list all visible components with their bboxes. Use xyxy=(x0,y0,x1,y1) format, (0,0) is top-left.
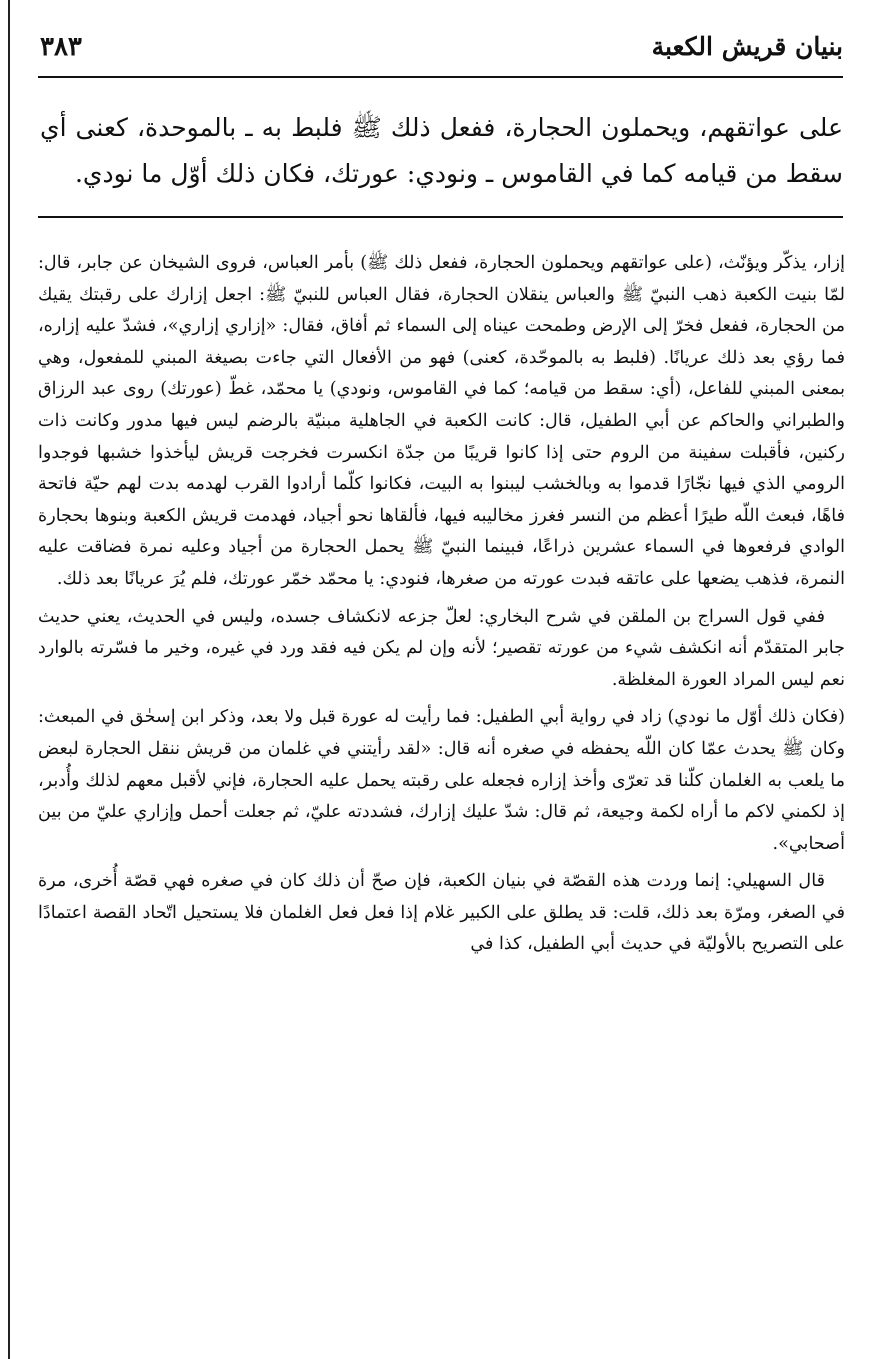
commentary xyxy=(38,248,845,967)
commentary-paragraph-1: إزار، يذكّر ويؤنّث، (على عواتقهم ويحملون الحجارة، ففعل ذلك ﷺ) بأمر العباس، فروى الشيخان عن جابر، قال: لمّا بنيت الكعبة ذهب النبيّ ﷺ والعباس ينقلان الحجارة، فقال العباس للنبيّ ﷺ: اجعل إزارك على رقبتك يقيك من الحجارة، ففعل فخرّ إلى الإرض وطمحت عيناه إلى السماء ثم أفاق، فقال: «إزاري إزاري»، فشدّ عليه إزاره، فما رؤي بعد ذلك عريانًا. (فلبط به بالموحّدة، كعنى) فهو من الأفعال التي جاءت بصيغة المبني للمفعول، وهي بمعنى المبني للفاعل، (أي: سقط من قيامه؛ كما في القاموس، ونودي) يا محمّد، غطّ (عورتك) روى عبد الرزاق والطبراني والحاكم عن أبي الطفيل، قال: كانت الكعبة في الجاهلية مبنيّة بالرضم ليس فيها مدور وكانت ذات ركنين، فأقبلت سفينة من الروم حتى إذا كانوا قريبًا من جدّة انكسرت فخرجت قريش ليأخذوا خشبها فوجدوا الرومي الذي فيها نجّارًا قدموا به وبالخشب ليبنوا به البيت، فكانوا كلّما أرادوا القرب لهدمه بدت لهم حيّة فاتحة فاهًا، فبعث اللّه طيرًا أعظم من النسر فغرز مخاليبه فيها، فألقاها نحو أجياد، فهدمت قريش الكعبة وبنوها بحجارة الوادي فرفعوها في السماء عشرين ذراعًا، فبينما النبيّ ﷺ يحمل الحجارة من أجياد وعليه نمرة فضاقت عليه النمرة، فذهب يضعها على عاتقه فبدت عورته من صغرها، فنودي: يا محمّد خمّر عورتك، فلم يُرَ عريانًا بعد ذلك. xyxy=(38,253,845,589)
main-text xyxy=(40,105,843,197)
commentary-paragraph-4: قال السهيلي: إنما وردت هذه القصّة في بنيان الكعبة، فإن صحّ أن ذلك كان في صغره فهي قصّة أُخرى، مرة في الصغر، ومرّة بعد ذلك، قلت: قد يطلق على الكبير غلام إذا فعل فعل الغلمان فلا يستحيل اتّحاد القصة اعتمادًا على التصريح بالأوليّة في حديث أبي الطفيل، كذا في xyxy=(38,871,845,955)
running-title: بنيان قريش الكعبة xyxy=(651,32,843,61)
commentary-paragraph-3: (فكان ذلك أوّل ما نودي) زاد في رواية أبي الطفيل: فما رأيت له عورة قبل ولا بعد، وذكر ابن إسحٰق في المبعث: وكان ﷺ يحدث عمّا كان اللّه يحفظه في صغره أنه قال: «لقد رأيتني في غلمان من قريش ننقل الحجارة لبعض ما يلعب به الغلمان كلّنا قد تعرّى وأخذ إزاره فجعله على رقبته يحمل عليه الحجارة، فإني لأقبل معهم لذلك وأُدبر، إذ لكمني لاكم ما أراه لكمة وجيعة، ثم قال: شدّ عليك إزارك، فشددته عليّ، ثم جعلت أحمل وإزاري عليّ من بين أصحابي». xyxy=(38,707,845,854)
commentary-paragraph-2: ففي قول السراج بن الملقن في شرح البخاري: لعلّ جزعه لانكشاف جسده، وليس في الحديث، يعني حديث جابر المتقدّم أنه انكشف شيء من عورته تقصير؛ لأنه وإن لم يكن فيه فقد ورد في غيره، وخير ما فسّرته بالوارد نعم ليس المراد العورة المغلظة. xyxy=(38,606,845,690)
header-rule xyxy=(38,76,843,78)
main-text-paragraph: على عواتقهم، ويحملون الحجارة، ففعل ذلك ﷺ فلبط به ـ بالموحدة، كعنى أي سقط من قيامه كما في القاموس ـ ونودي: عورتك، فكان ذلك أوّل ما نودي. xyxy=(40,113,843,188)
page-header xyxy=(40,28,843,78)
page-number: ٣٨٣ xyxy=(40,32,82,62)
page-edge-border xyxy=(8,0,10,1359)
separator-rule xyxy=(38,216,843,218)
